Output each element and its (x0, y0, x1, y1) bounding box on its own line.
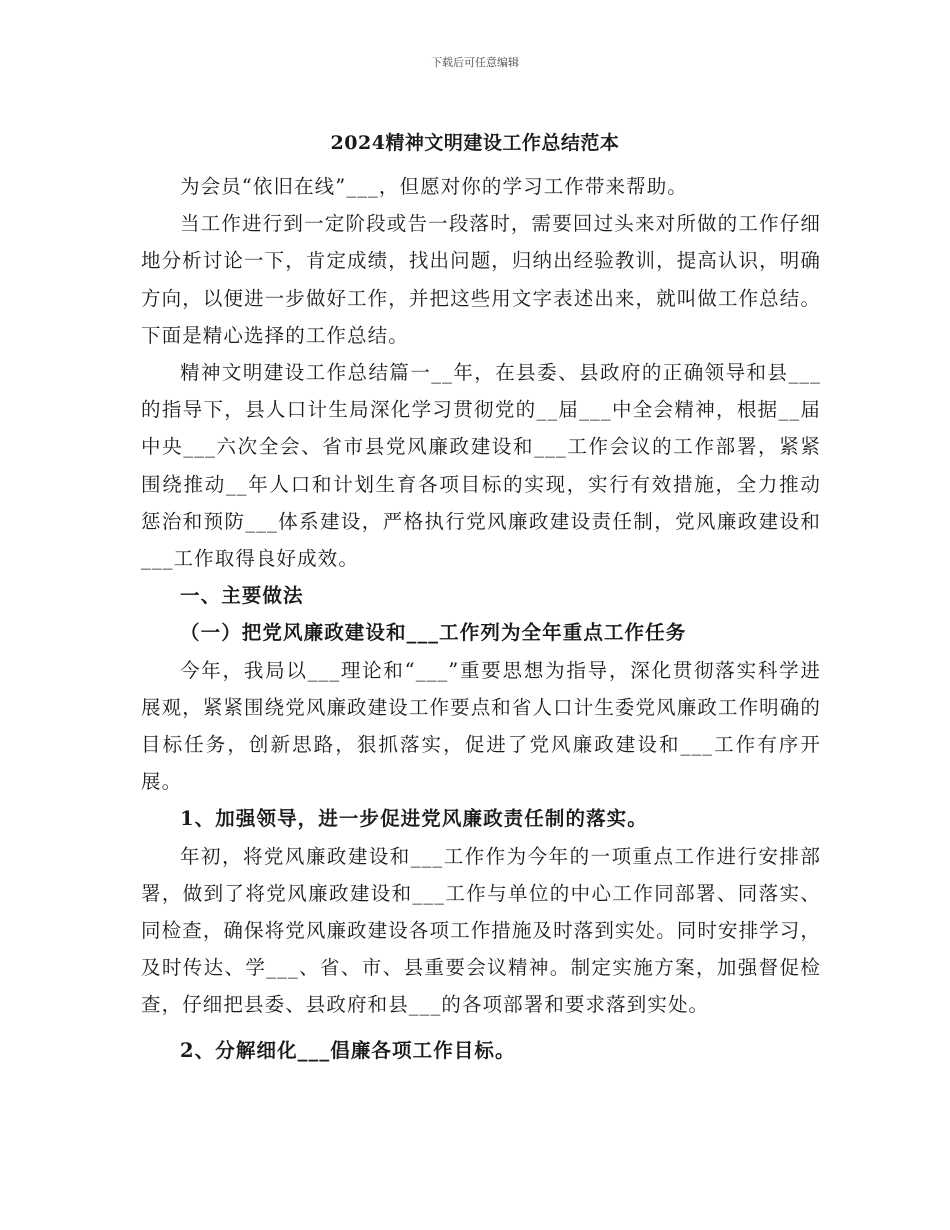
heading-main-practices: 一、主要做法 (180, 584, 304, 608)
heading-item-two: 2、分解细化___倡廉各项工作目标。 (180, 1038, 516, 1062)
paragraph-this-year: 今年，我局以___理论和“___”重要思想为指导，深化贯彻落实科学进展观，紧紧围绕党风廉政建设工作要点和省人口计生委党风廉政工作明确的目标任务，创新思路，狠抓落实，促进了党风廉政建设和___工作有序开展。 (141, 658, 821, 794)
document-body (141, 168, 821, 1069)
paragraph-summary-one: 精神文明建设工作总结篇一__年，在县委、县政府的正确领导和县___的指导下，县人口计生局深化学习贯彻党的__届___中全会精神，根据__届中央___六次全会、省市县党风廉政建设和___工作会议的工作部署，紧紧围绕推动__年人口和计划生育各项目标的实现，实行有效措施，全力推动惩治和预防___体系建设，严格执行党风廉政建设责任制，党风廉政建设和___工作取得良好成效。 (141, 361, 821, 571)
paragraph-early-year: 年初，将党风廉政建设和___工作作为今年的一项重点工作进行安排部署，做到了将党风廉政建设和___工作与单位的中心工作同部署、同落实、同检查，确保将党风廉政建设各项工作措施及时落到实处。同时安排学习，及时传达、学___、省、市、县重要会议精神。制定实施方案，加强督促检查，仔细把县委、县政府和县___的各项部署和要求落到实处。 (141, 844, 821, 1017)
heading-item-one: 1、加强领导，进一步促进党风廉政责任制的落实。 (180, 807, 648, 831)
paragraph-definition: 当工作进行到一定阶段或告一段落时，需要回过头来对所做的工作仔细地分析讨论一下，肯定成绩，找出问题，归纳出经验教训，提高认识，明确方向，以便进一步做好工作，并把这些用文字表述出来，就叫做工作总结。下面是精心选择的工作总结。 (141, 212, 821, 347)
heading-subsection-one: （一）把党风廉政建设和___工作列为全年重点工作任务 (180, 621, 687, 645)
paragraph-intro: 为会员“依旧在线”___，但愿对你的学习工作带来帮助。 (180, 175, 688, 198)
document-title: 2024精神文明建设工作总结范本 (330, 132, 620, 154)
header-note: 下载后可任意编辑 (431, 56, 519, 69)
